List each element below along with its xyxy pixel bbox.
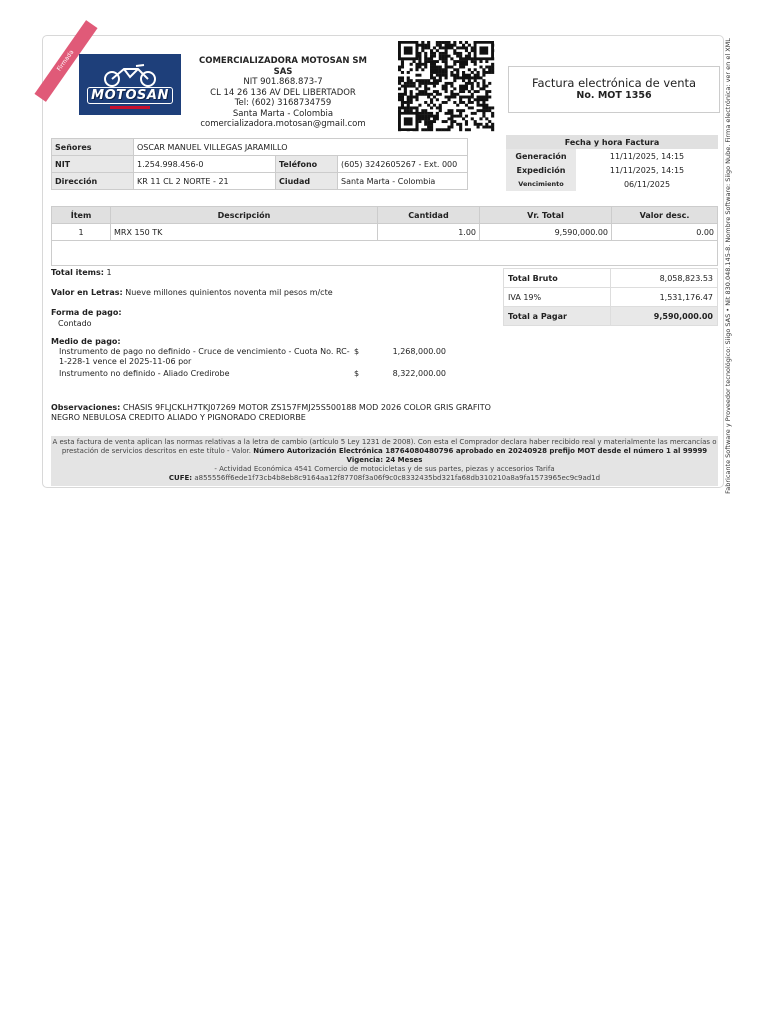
forma-pago: Forma de pago: Contado (51, 308, 122, 328)
iva-value: 1,531,176.47 (610, 288, 717, 307)
col-item: Ítem (52, 207, 111, 224)
signed-ribbon: Firmada (34, 20, 97, 102)
bruto-label: Total Bruto (504, 269, 611, 288)
items-table (51, 206, 718, 266)
list-item: Instrumento de pago no definido - Cruce de vencimiento - Cuota No. RC-1-228-1 vence el 2025-11-06 por $ 1,268,000.00 (59, 347, 446, 366)
company-phone: Tel: (602) 3168734759 (234, 98, 332, 108)
invoice-page (42, 35, 732, 494)
company-info (193, 56, 373, 130)
pagar-value: 9,590,000.00 (610, 307, 717, 326)
senores-label: Señores (52, 139, 134, 156)
expedicion-label: Expedición (506, 163, 576, 177)
bruto-value: 8,058,823.53 (610, 269, 717, 288)
iva-label: IVA 19% (504, 288, 611, 307)
company-address: CL 14 26 136 AV DEL LIBERTADOR (210, 87, 356, 98)
vencimiento-value: 06/11/2025 (623, 179, 671, 189)
company-logo (79, 54, 181, 115)
client-address: KR 11 CL 2 NORTE - 21 (134, 173, 276, 190)
invoice-title: Factura electrónica de venta (531, 76, 697, 90)
generacion-value: 11/11/2025, 14:15 (609, 151, 685, 161)
nit-label: NIT (52, 156, 134, 173)
logo-text: MOTOSAN (87, 87, 173, 104)
valor-letras: Valor en Letras: Nueve millones quinientos noventa mil pesos m/cte (51, 288, 333, 297)
col-valor-desc: Valor desc. (612, 207, 718, 224)
row-cantidad: 1.00 (378, 224, 480, 241)
client-nit: 1.254.998.456-0 (134, 156, 276, 173)
row-valor-desc: 0.00 (612, 224, 718, 241)
table-row (52, 224, 718, 241)
generacion-label: Generación (506, 149, 576, 163)
cufe-value: a855556ff6ede1f73cb4b8eb8c9164aa12f87708f3a06f9c0c8332435bd321fa68db310210a8a9fa1573965ec9c9ad1d (194, 474, 601, 482)
telefono-label: Teléfono (276, 156, 338, 173)
client-city: Santa Marta - Colombia (338, 173, 468, 190)
motorcycle-icon (100, 61, 160, 87)
col-cantidad: Cantidad (378, 207, 480, 224)
dates-table (506, 135, 718, 191)
list-item: Instrumento no definido - Aliado Credirobe $ 8,322,000.00 (59, 369, 446, 378)
invoice-title-box (508, 66, 720, 113)
legal-footer: A esta factura de venta aplican las normas relativas a la letra de cambio (artículo 5 Ley 1231 de 2008). Con esta el Comprador declara haber recibido real y materialmente las mercancías o prestación de servicios descritos en este título - Valor. Número Autorización Electrónica 18764080480796 aprobado en 20240928 prefijo MOT desde el número 1 al 99999 Vigencia: 24 Meses - Actividad Económica 4541 Comercio de motocicletas y de sus partes, piezas y accesorios Tarifa CUFE: a855556ff6ede1f73cb4b8eb8c9164aa12f87708f3a06f9c0c8332435bd321fa68db310210a8a9fa1573965ec9c9ad1d (51, 436, 718, 486)
company-city: Santa Marta - Colombia (232, 108, 334, 119)
company-email: comercializadora.motosan@gmail.com (200, 119, 366, 129)
qr-code (398, 41, 494, 131)
software-vendor-text: Fabricante Software y Proveedor tecnológico: Siigo SAS • Nit 830.048.145-8. Nombre Software: Siigo Nube. Firma electrónica: ver en el XML (724, 38, 732, 494)
total-items: Total items: 1 (51, 268, 112, 277)
totals-table (503, 268, 718, 326)
expedicion-value: 11/11/2025, 14:15 (609, 165, 685, 175)
col-total: Vr. Total (480, 207, 612, 224)
client-phone: (605) 3242605267 - Ext. 000 (338, 156, 468, 173)
invoice-number: No. MOT 1356 (576, 90, 652, 101)
dates-header: Fecha y hora Factura (506, 135, 718, 149)
pagar-label: Total a Pagar (504, 307, 611, 326)
col-descripcion: Descripción (111, 207, 378, 224)
client-table (51, 138, 468, 190)
ciudad-label: Ciudad (276, 173, 338, 190)
company-name: COMERCIALIZADORA MOTOSAN SM SAS (199, 56, 367, 77)
vencimiento-label: Vencimiento (506, 177, 576, 191)
client-name: OSCAR MANUEL VILLEGAS JARAMILLO (134, 139, 468, 156)
direccion-label: Dirección (52, 173, 134, 190)
observaciones: Observaciones: CHASIS 9FLJCKLH7TKJ07269 MOTOR ZS157FMJ25S500188 MOD 2026 COLOR GRIS GRAFITO NEGRO NEBULOSA CREDITO ALIADO Y PIGNORADO CREDIORBE (51, 403, 491, 422)
company-nit: NIT 901.868.873-7 (243, 77, 323, 87)
row-item: 1 (52, 224, 111, 241)
medio-pago: Medio de pago: Instrumento de pago no definido - Cruce de vencimiento - Cuota No. RC-1-228-1 vence el 2025-11-06 por $ 1,268,000.00 Instrumento no definido - Aliado Credirobe $ 8,322,000.00 (51, 337, 471, 379)
row-total: 9,590,000.00 (480, 224, 612, 241)
row-desc: MRX 150 TK (111, 224, 378, 241)
